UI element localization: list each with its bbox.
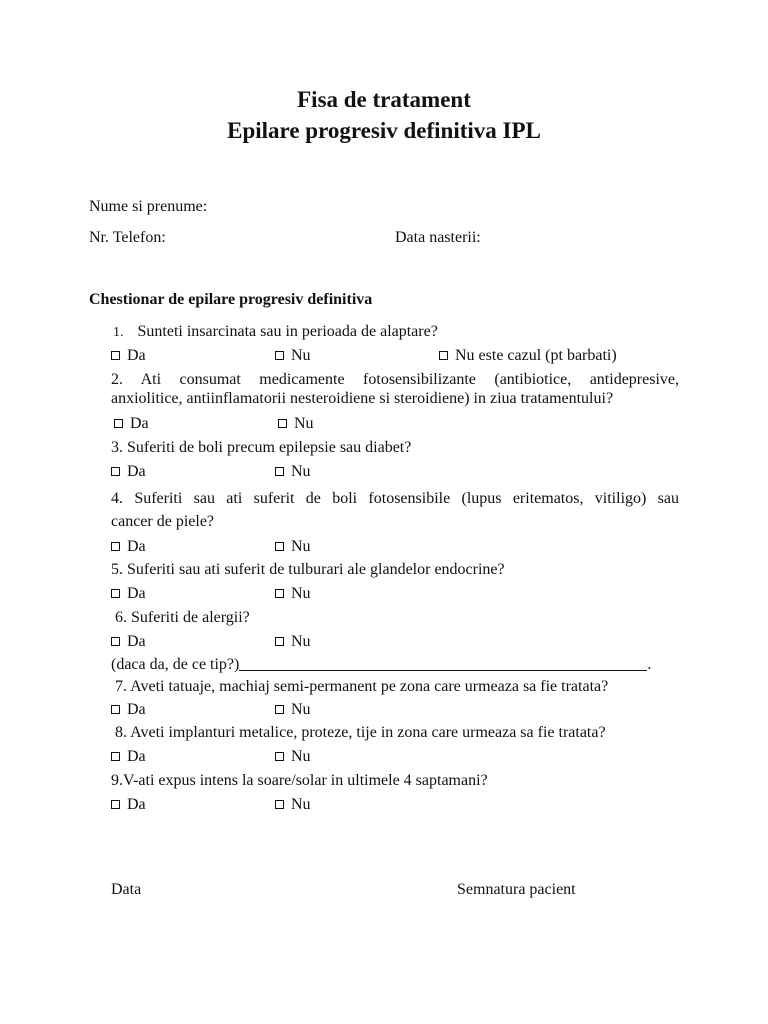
question-8: 8. Aveti implanturi metalice, proteze, tije in zona care urmeaza sa fie tratata? [115,724,606,741]
question-6-followup: (daca da, de ce tip?) . [111,656,652,673]
question-1 [113,322,438,342]
checkbox-icon[interactable] [111,351,120,360]
q8-yes-option[interactable]: Da [111,747,146,766]
checkbox-icon[interactable] [111,752,120,761]
checkbox-icon[interactable] [111,542,120,551]
allergy-type-field[interactable] [239,656,647,671]
checkbox-icon[interactable] [275,542,284,551]
checkbox-icon[interactable] [111,705,120,714]
q2-no-option[interactable]: Nu [278,414,314,433]
checkbox-icon[interactable] [275,637,284,646]
question-5: 5. Suferiti sau ati suferit de tulburari ale glandelor endocrine? [111,561,505,578]
q8-no-option[interactable]: Nu [275,747,311,766]
birthdate-label: Data nasterii: [395,229,481,246]
date-label: Data [111,881,142,898]
q2-yes-option[interactable]: Da [114,414,149,433]
checkbox-icon[interactable] [111,467,120,476]
checkbox-icon[interactable] [275,589,284,598]
q9-yes-option[interactable]: Da [111,795,146,814]
question-2-line-1: 2. Ati consumat medicamente fotosensibilizante (antibiotice, antidepresive, [111,371,679,388]
question-4-line-1: 4. Suferiti sau ati suferit de boli fotosensibile (lupus eritematos, vitiligo) sau [111,490,679,507]
q3-no-option[interactable]: Nu [275,462,311,481]
q1-not-applicable-option[interactable]: Nu este cazul (pt barbati) [439,346,617,365]
q5-yes-option[interactable]: Da [111,584,146,603]
q7-yes-option[interactable]: Da [111,700,146,719]
q9-no-option[interactable]: Nu [275,795,311,814]
question-2-line-2: anxiolitice, antiinflamatorii nesteroidiene si steroidiene) in ziua tratamentului? [111,390,614,407]
question-6: 6. Suferiti de alergii? [115,609,250,626]
signature-label: Semnatura pacient [457,881,576,898]
q7-no-option[interactable]: Nu [275,700,311,719]
q1-no-option[interactable]: Nu [275,346,311,365]
checkbox-icon[interactable] [439,351,448,360]
name-label: Nume si prenume: [89,198,208,215]
checkbox-icon[interactable] [114,419,123,428]
checkbox-icon[interactable] [275,351,284,360]
question-1-number: 1. [113,325,124,340]
questionnaire-heading: Chestionar de epilare progresiv definitiva [89,291,373,308]
checkbox-icon[interactable] [275,752,284,761]
q3-yes-option[interactable]: Da [111,462,146,481]
q4-yes-option[interactable]: Da [111,537,146,556]
phone-label: Nr. Telefon: [89,229,166,246]
q6-yes-option[interactable]: Da [111,632,146,651]
q1-yes-option[interactable]: Da [111,346,146,365]
checkbox-icon[interactable] [275,800,284,809]
checkbox-icon[interactable] [275,705,284,714]
allergy-type-label: (daca da, de ce tip?) [111,656,240,673]
q5-no-option[interactable]: Nu [275,584,311,603]
question-1-text: Sunteti insarcinata sau in perioada de alaptare? [137,323,438,340]
question-4-line-2: cancer de piele? [111,513,215,530]
q4-no-option[interactable]: Nu [275,537,311,556]
checkbox-icon[interactable] [111,637,120,646]
checkbox-icon[interactable] [111,800,120,809]
question-7: 7. Aveti tatuaje, machiaj semi-permanent pe zona care urmeaza sa fie tratata? [115,678,609,695]
question-9: 9.V-ati expus intens la soare/solar in ultimele 4 saptamani? [111,772,488,789]
q6-no-option[interactable]: Nu [275,632,311,651]
document-title: Fisa de tratament [297,87,471,112]
checkbox-icon[interactable] [275,467,284,476]
checkbox-icon[interactable] [278,419,287,428]
document-subtitle: Epilare progresiv definitiva IPL [227,118,541,143]
question-3: 3. Suferiti de boli precum epilepsie sau diabet? [111,439,412,456]
checkbox-icon[interactable] [111,589,120,598]
